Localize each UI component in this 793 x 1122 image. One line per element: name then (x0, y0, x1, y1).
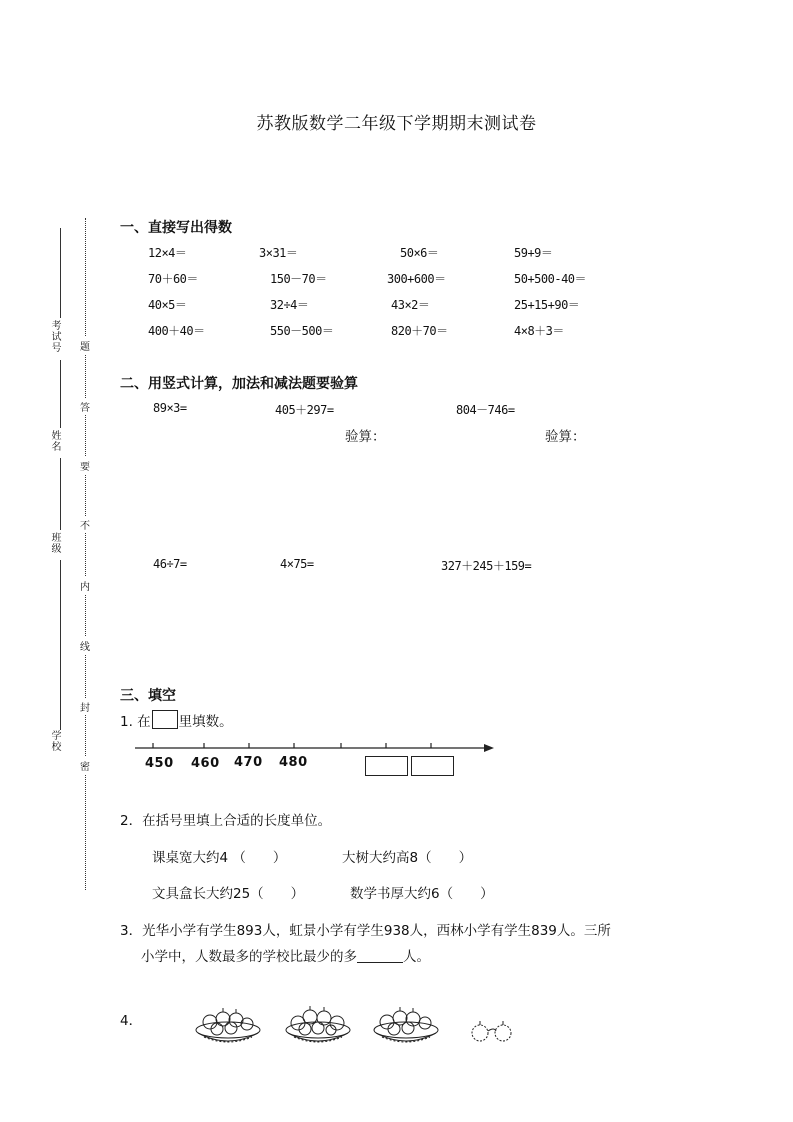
sidebar-label-class: 班级 (49, 532, 60, 554)
sidebar-label-exam-number: 考试号 (49, 320, 60, 353)
problem: 43×2＝ (391, 298, 430, 312)
answer-box[interactable] (365, 756, 408, 776)
problem: 50×6＝ (400, 246, 439, 260)
seal-char: 要 (80, 457, 90, 474)
apple-icon (472, 1021, 511, 1041)
sidebar-label-school: 学校 (49, 730, 60, 752)
number-line-label: 470 (234, 755, 263, 770)
sidebar-line (60, 458, 61, 530)
problem: 150－70＝ (270, 272, 327, 286)
section1-heading: 一、直接写出得数 (120, 220, 232, 236)
problem: 804－746= (456, 403, 515, 417)
problem: 12×4＝ (148, 246, 187, 260)
problem: 46÷7= (153, 557, 187, 571)
fruit-plates-illustration (190, 1003, 530, 1051)
sidebar-line (60, 360, 61, 428)
problem: 550－500＝ (270, 324, 334, 338)
check-label: 验算： (545, 429, 586, 445)
problem: 25+15+90＝ (514, 298, 580, 312)
problem: 32÷4＝ (270, 298, 309, 312)
number-line-label: 460 (191, 756, 220, 771)
problem: 405＋297= (275, 403, 334, 417)
q1-prefix: 1. 在 (120, 714, 151, 730)
q1-suffix: 里填数。 (178, 714, 233, 730)
q2-item: 课桌宽大约4 （ ） (152, 850, 287, 866)
number-line-label: 480 (279, 755, 308, 770)
question-2: 2．在括号里填上合适的长度单位。 (120, 813, 332, 829)
sidebar-line (60, 560, 61, 730)
q2-item: 大树大约高8（ ） (342, 850, 473, 866)
problem: 4×75= (280, 557, 314, 571)
problem: 820＋70＝ (391, 324, 448, 338)
seal-char: 题 (80, 337, 90, 354)
answer-box[interactable] (411, 756, 454, 776)
question-1 (120, 710, 233, 730)
problem: 70＋60＝ (148, 272, 198, 286)
problem: 327＋245＋159= (441, 559, 532, 573)
seal-char: 密 (80, 757, 90, 774)
sidebar-line (60, 228, 61, 318)
problem: 59+9＝ (514, 246, 553, 260)
problem: 3×31＝ (259, 246, 298, 260)
seal-char: 答 (80, 398, 90, 415)
check-label: 验算： (345, 429, 386, 445)
section3-heading: 三、填空 (120, 688, 176, 704)
number-line-label: 450 (145, 756, 174, 771)
problem: 89×3= (153, 401, 187, 415)
problem: 50+500-40＝ (514, 272, 587, 286)
answer-box[interactable] (152, 710, 178, 729)
q2-item: 数学书厚大约6（ ） (350, 886, 494, 902)
seal-char: 封 (80, 698, 90, 715)
question-4: 4． (120, 1013, 143, 1029)
problem: 300+600＝ (387, 272, 446, 286)
fruit-plate-icon (374, 1007, 438, 1042)
question-3-line1: 3．光华小学有学生893人，虹景小学有学生938人，西林小学有学生839人。三所 (120, 923, 611, 939)
seal-char: 内 (80, 577, 90, 594)
answer-blank[interactable] (357, 948, 403, 963)
fruit-plate-icon (286, 1006, 350, 1042)
section2-heading: 二、用竖式计算，加法和减法题要验算 (120, 376, 358, 392)
q2-item: 文具盒长大约25（ ） (152, 886, 305, 902)
page-title: 苏教版数学二年级下学期期末测试卷 (256, 114, 537, 134)
sidebar-label-name: 姓名 (49, 430, 60, 452)
fruit-plate-icon (196, 1008, 260, 1042)
number-line (130, 738, 500, 758)
seal-dotted-line (85, 218, 86, 890)
problem: 40×5＝ (148, 298, 187, 312)
seal-char: 线 (80, 637, 90, 654)
problem: 4×8＋3＝ (514, 324, 564, 338)
q3-suffix: 人。 (403, 949, 430, 965)
problem: 400＋40＝ (148, 324, 205, 338)
q3-prefix: 小学中，人数最多的学校比最少的多 (141, 949, 357, 965)
seal-char: 不 (80, 516, 90, 533)
question-3-line2 (141, 945, 430, 965)
